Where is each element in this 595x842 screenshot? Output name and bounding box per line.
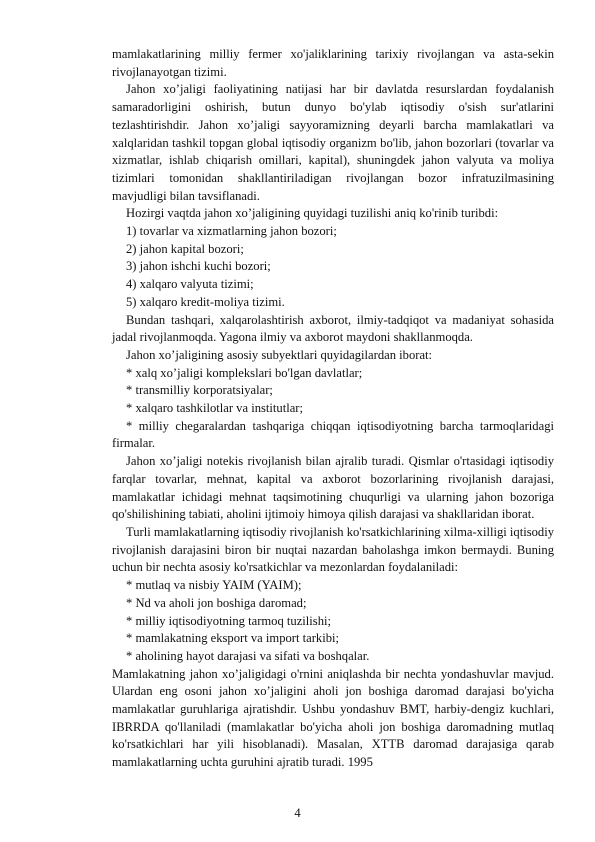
paragraph-internationalization: Bundan tashqari, xalqarolashtirish axborot, ilmiy-tadqiqot va madaniyat sohasida jadal rivojlanmoqda. Yagona ilmiy va axborot maydoni shakllanmoqda. [112, 312, 554, 345]
list-item: * aholining hayot darajasi va sifati va boshqalar. [126, 648, 370, 663]
list-item: 2) jahon kapital bozori; [126, 241, 244, 256]
list-item: 4) xalqaro valyuta tizimi; [126, 277, 254, 292]
list-item: * milliy iqtisodiyotning tarmoq tuzilishi; [126, 613, 331, 628]
list-item: * mamlakatning eksport va import tarkibi; [126, 631, 339, 646]
list-item: * transmilliy korporatsiyalar; [126, 383, 273, 398]
paragraph-structure-intro: Hozirgi vaqtda jahon xo’jaligining quyidagi tuzilishi aniq ko'rinib turibdi: [126, 206, 499, 221]
page-number: 4 [294, 806, 301, 820]
paragraph-subjects-intro: Jahon xo’jaligining asosiy subyektlari quyidagilardan iborat: [126, 347, 433, 362]
list-item: 1) tovarlar va xizmatlarning jahon bozori; [126, 224, 337, 239]
list-item: 3) jahon ishchi kuchi bozori; [126, 259, 271, 274]
list-item: * xalq xo’jaligi komplekslari bo'lgan davlatlar; [126, 365, 363, 380]
list-item: 5) xalqaro kredit-moliya tizimi. [126, 294, 285, 309]
list-item-firms: * milliy chegaralardan tashqariga chiqqan iqtisodiyotning barcha tarmoqlaridagi firmalar. [112, 418, 554, 451]
paragraph-country-place: Mamlakatning jahon xo’jaligidagi o'rnini aniqlashda bir nechta yondashuvlar mavjud. Ulardan eng osoni jahon xo’jaligini aholi jon boshiga daromad darajasi bo'yicha mamlakatlar guruhlariga ajratishdir. Ushbu yondashuv BMT, harbiy-dengiz kuchlari, IBRRDA qo'llaniladi (mamlakatlar bo'yicha aholi jon boshiga daromadning mutlaq ko'rsatkichlari har yili hisoblanadi). Masalan, XTTB daromad darajasiga qarab mamlakatlarning uchta guruhini ajratib turadi. 1995 [112, 666, 554, 770]
paragraph-world-economy-result: Jahon xo’jaligi faoliyatining natijasi har bir davlatda resurslardan foydalanish samaradorligini oshirish, butun dunyo bo'ylab iqtisodiy o'sish sur'atlarini tezlashtirishdir. Jahon xo’jaligi sayyoramizning deyarli barcha mamlakatlari va xalqlaridan tashkil topgan global iqtisodiy organizm bo'lib, jahon bozorlari (tovarlar va xizmatlar, ishlab chiqarish omillari, kapital), shuningdek jahon valyuta va moliya tizimlari tomonidan shakllantiriladigan rivojlangan bozor infratuzilmasining mavjudligi bilan tavsiflanadi. [112, 82, 554, 203]
document-page [112, 46, 554, 772]
paragraph-intro-continued: mamlakatlarining milliy fermer xo'jaliklarining tarixiy rivojlangan va asta-sekin rivojlanayotgan tizimi. [112, 47, 554, 79]
paragraph-uneven-development: Jahon xo’jaligi notekis rivojlanish bilan ajralib turadi. Qismlar o'rtasidagi iqtisodiy farqlar tovarlar, mehnat, kapital va axborot bozorlarining rivojlanish darajasi, mamlakatlar ichidagi mehnat taqsimotining chuqurligi va ularning jahon bozoriga qo'shilishining tabiati, aholini ijtimoiy himoya qilish darajasi va shakllaridan iborat. [112, 454, 554, 522]
paragraph-indicators-intro: Turli mamlakatlarning iqtisodiy rivojlanish ko'rsatkichlarining xilma-xilligi iqtisodiy rivojlanish darajasini biron bir nuqtai nazardan baholashga imkon bermaydi. Buning uchun bir nechta asosiy ko'rsatkichlar va mezonlardan foydalaniladi: [112, 524, 554, 575]
list-item: * Nd va aholi jon boshiga daromad; [126, 595, 307, 610]
list-item: * mutlaq va nisbiy YAIM (YAIM); [126, 578, 302, 593]
list-item: * xalqaro tashkilotlar va institutlar; [126, 401, 303, 416]
